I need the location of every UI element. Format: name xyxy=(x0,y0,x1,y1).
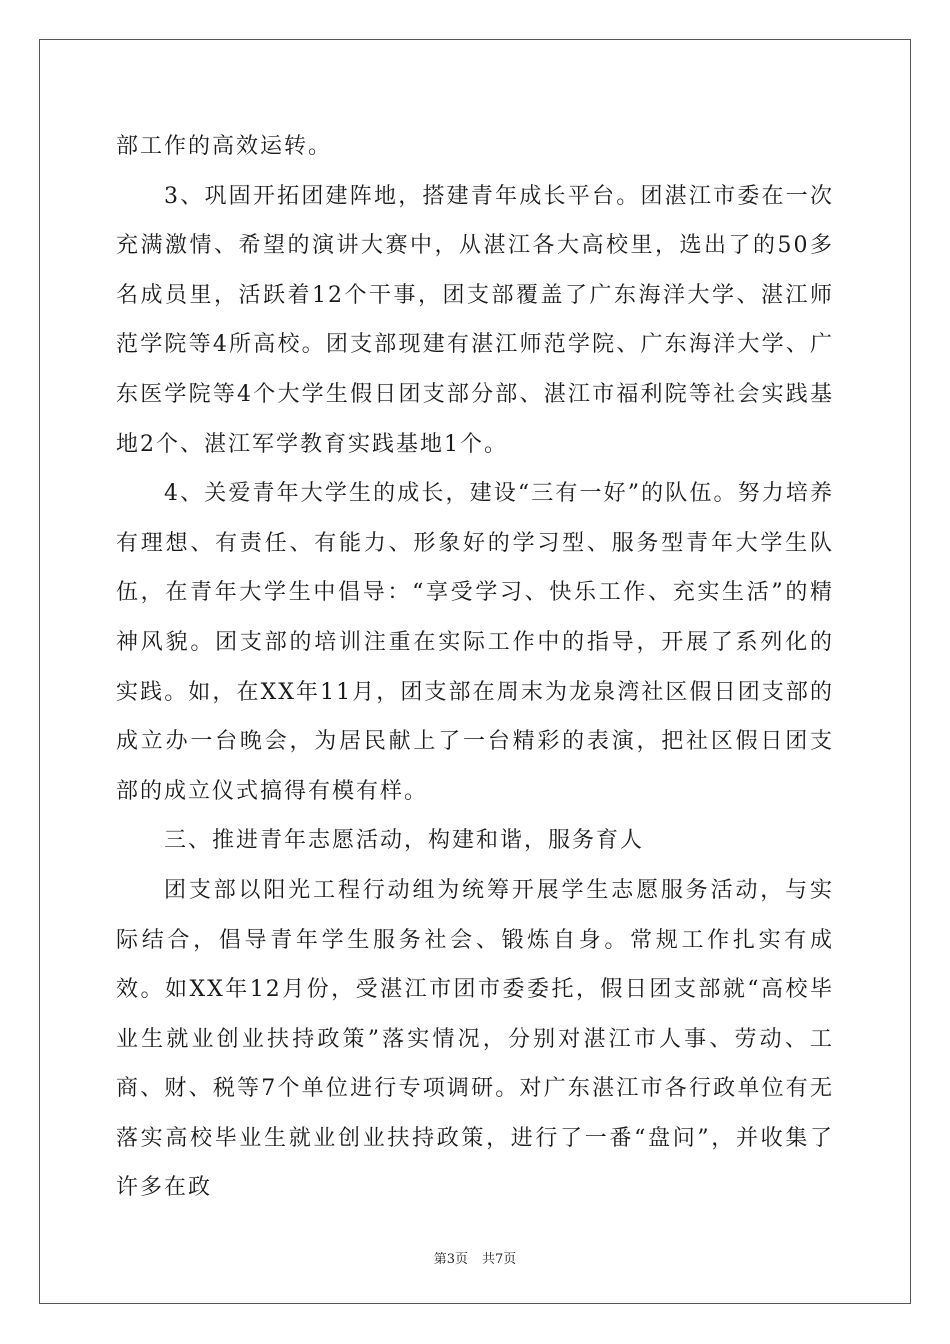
paragraph-continuation: 部工作的高效运转。 xyxy=(116,134,333,159)
document-body xyxy=(116,122,834,1213)
paragraph-volunteer: 团支部以阳光工程行动组为统筹开展学生志愿服务活动，与实际结合，倡导青年学生服务社会、锻炼自身。常规工作扎实有成效。如XX年12月份，受湛江市团市委委托，假日团支部就“高校毕业生就业创业扶持政策”落实情况，分别对湛江市人事、劳动、工商、财、税等7个单位进行专项调研。对广东湛江市各行政单位有无落实高校毕业生就业创业扶持政策，进行了一番“盘问”，并收集了许多在政 xyxy=(116,877,834,1201)
page-number-current: 第3页 xyxy=(433,1252,468,1267)
page-number-total: 共7页 xyxy=(482,1252,517,1267)
section-heading-3: 三、推进青年志愿活动，构建和谐，服务育人 xyxy=(164,828,645,854)
paragraph-item-3: 3、巩固开拓团建阵地，搭建青年成长平台。团湛江市委在一次充满激情、希望的演讲大赛中，从湛江各大高校里，选出了的50多名成员里，活跃着12个干事，团支部覆盖了广东海洋大学、湛江师范学院等4所高校。团支部现建有湛江师范学院、广东海洋大学、广东医学院等4个大学生假日团支部分部、湛江市福利院等社会实践基地2个、湛江军学教育实践基地1个。 xyxy=(116,183,834,457)
paragraph-item-4: 4、关爱青年大学生的成长，建设“三有一好”的队伍。努力培养有理想、有责任、有能力、形象好的学习型、服务型青年大学生队伍，在青年大学生中倡导：“享受学习、快乐工作、充实生活”的精神风貌。团支部的培训注重在实际工作中的指导，开展了系列化的实践。如，在XX年11月，团支部在周末为龙泉湾社区假日团支部的成立办一台晚会，为居民献上了一台精彩的表演，把社区假日团支部的成立仪式搞得有模有样。 xyxy=(116,481,834,804)
page-footer xyxy=(0,1248,950,1267)
